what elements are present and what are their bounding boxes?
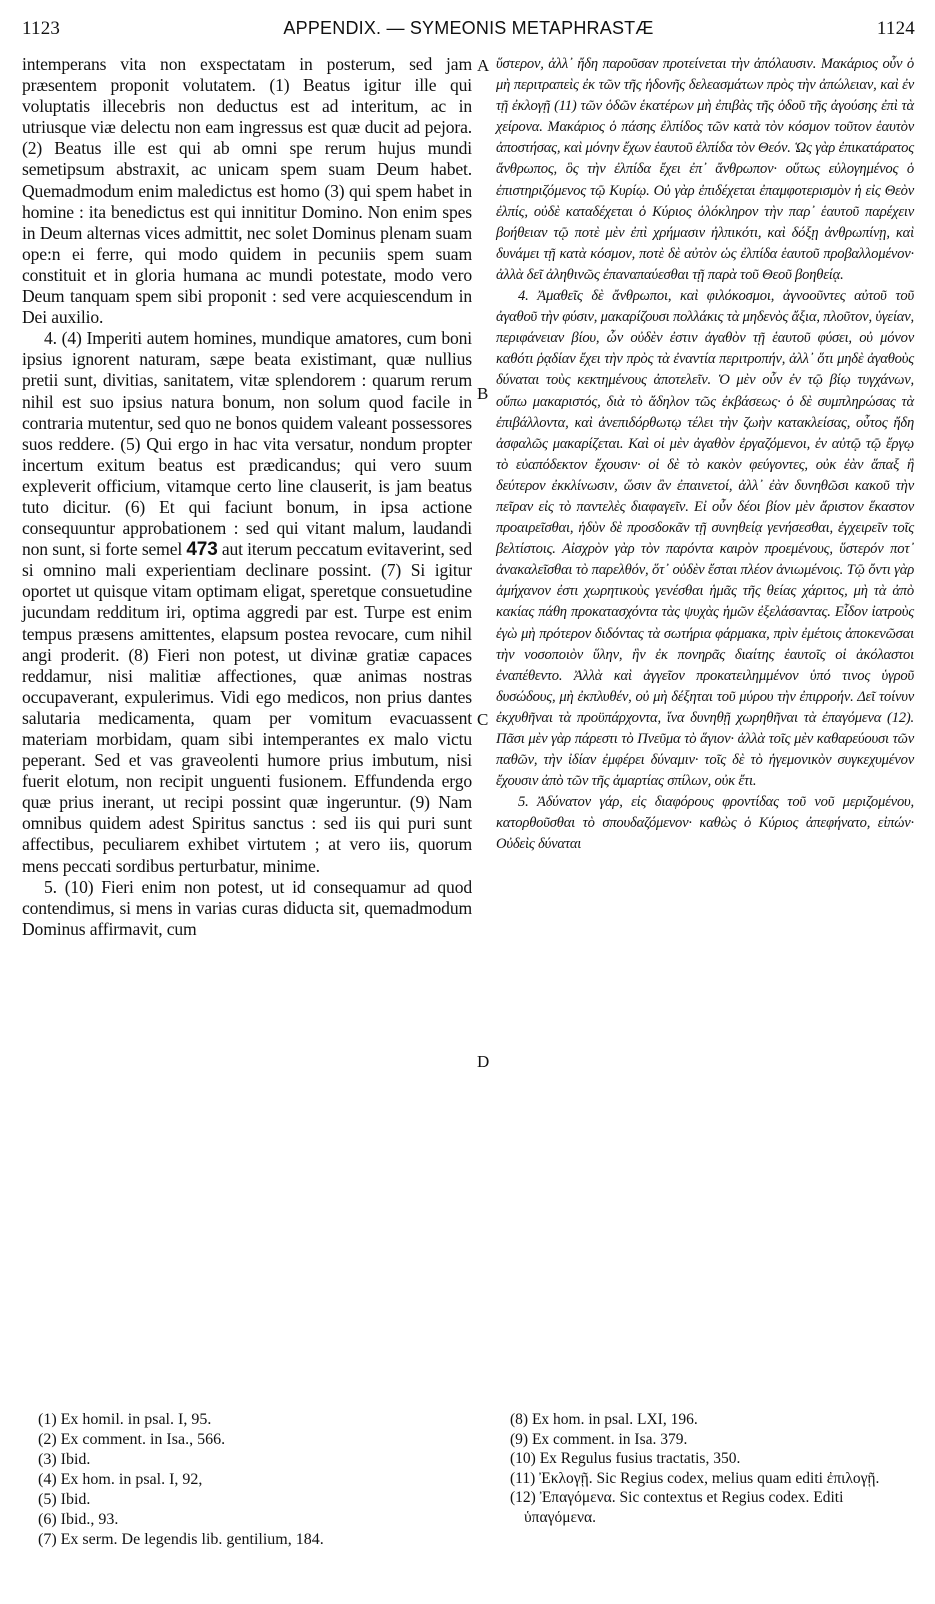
footnote: (2) Ex comment. in Isa., 566. xyxy=(38,1431,226,1448)
footnote: (8) Ex hom. in psal. LXI, 196. xyxy=(510,1411,698,1428)
latin-paragraph-2 xyxy=(22,328,472,876)
latin-column xyxy=(22,54,472,940)
column-marker-d: D xyxy=(477,1052,490,1071)
footnote: (11) Ἐκλογῇ. Sic Regius codex, melius quam editi ἐπιλογῇ. xyxy=(510,1469,880,1487)
running-header xyxy=(22,18,915,46)
left-page-number: 1123 xyxy=(22,18,61,39)
footnote: (7) Ex serm. De legendis lib. gentilium, 184. xyxy=(38,1531,324,1548)
latin-paragraph-1: intemperans vita non exspectatam in posterum, sed jam præsentem proponit volutatem. (1) Beatus igitur ille qui voluptatis illecebris non deductus est ad interitum, ac in utriusque viæ delectu non eam ingressus est quæ ducit ad pejora. (2) Beatus ille est qui ab omni spe rerum hujus mundi semetipsum abstraxit, ac unicam spem suam Deum habet. Quemadmodum enim maledictus est homo (3) qui spem habet in homine : ita benedictus est qui innititur Domino. Non enim spes in Deum alternas vices admittit, nec solet Dominus plenam suam ope:n ei ferre, qui modo quidem in pecuniis spem suam constituit et in gloria humana ac mundi potestate, modo vero Deum tanquam spem sibi proponit : sed vere acquiescendum in Dei auxilio. xyxy=(22,54,472,328)
latin-paragraph-2-continued: aut iterum peccatum evitaverint, sed si omnino mali experientiam declinare possint. (7) Si igitur oportet ut quisque vitam optimam eligat, speretque consuetudine jucundam redditum iri, optima aggredi par est. Turpe est enim tempus præsens amittentes, elapsum postea revocare, cum nihil angi proderit. (8) Fieri non potest, ut divinæ gratiæ capaces reddamur, nisi malitiæ affectiones, quæ animas nostras occupaverant, expulerimus. Vidi ego medicos, non prius dantes salutaria medicamenta, quam per vomitum evacuassent materiam morbidam, quam sibi intemperantes ex malo victu peperant. Sed et vas graveolenti humore prius imbutum, nisi fuerit elotum, non recipit unguenti fusionem. Effundenda ergo quæ prius inerant, ut recipi possint quæ ingeruntur. (9) Nam omnibus quidem adest Spiritus sanctus : sed iis qui puri sunt affectibus, peculiarem exhibet virtutem ; at vero iis, quorum mens peccati sordibus perturbatur, minime. xyxy=(22,539,472,876)
footnote: (4) Ex hom. in psal. I, 92, xyxy=(38,1471,203,1488)
running-title: APPENDIX. — SYMEONIS METAPHRASTÆ xyxy=(283,18,654,38)
latin-paragraph-3: 5. (10) Fieri enim non potest, ut id consequamur ad quod contendimus, si mens in varias curas diducta sit, quemadmodum Dominus affirmavit, cum xyxy=(22,876,472,939)
footnote: (5) Ibid. xyxy=(38,1491,91,1508)
greek-paragraph-2: 4. Ἀμαθεῖς δὲ ἄνθρωποι, καὶ φιλόκοσμοι, ἀγνοοῦντες αὐτοῦ τοῦ ἀγαθοῦ τὴν φύσιν, μακαρίζουσι πολλάκις τὰ μηδενὸς ἄξια, πλοῦτον, ὑγείαν, περιφάνειαν βίου, ὧν οὐδὲν ἐστιν ἀγαθὸν τῇ ἑαυτοῦ φύσει, οὐ μόνον καθότι ῥᾳδίαν ἔχει τὴν πρὸς τὰ ἐναντία περιτροπήν, ἀλλ᾽ ὅτι μηδὲ ἀγαθοὺς δύναται τοὺς κεκτημένους ἀποτελεῖν. Ὁ μὲν οὖν ἐν τῷ βίῳ τυγχάνων, οὔπω μακαριστός, διὰ τὸ ἄδηλον τῶς ἐκβάσεως· ὁ δὲ συμπληρώσας τὰ ἐπιβάλλοντα, καὶ ἀνεπιδόρθωτῳ τέλει τὴν ζωὴν κατακλείσας, οὗτος ἤδη ἀσφαλῶς μακαρίζεται. Καὶ οἱ μὲν ἀγαθὸν ἐργαζόμενοι, ἐν αὐτῷ τῷ ἔργῳ τὸ εὐαπόδεκτον ἔχουσιν· οἱ δὲ τὸ κακὸν φεύγοντες, οὐκ ἐὰν ἅπαξ ἢ δεύτερον ἐκκλίνωσιν, ὥσιν ἂν ἐπαινετοί, ἀλλ᾽ ἐὰν δυνηθῶσι κακοῦ τὴν πεῖραν εἰς τὸ παντελὲς διαφαγεῖν. Εἰ οὖν δέοι βίον μὲν ἄριστον ἕκαστον προαιρεῖσθαι, ἡδὺν δὲ προσδοκᾶν τῇ συνηθείᾳ γενήσεσθαι, ἐγχειρεῖν τοῖς βελτίστοις. Αἰσχρὸν γὰρ τὸν παρόντα καιρὸν προεμένους, ὕστερόν ποτ᾽ ἀνακαλεῖσθαι τὸ παρελθόν, ὅτ᾽ οὐδὲν ἔσται πλέον ἀνιωμένοις. Τῷ ὄντι γὰρ ἀμήχανον ἐστι χωρητικοὺς γενέσθαι ἡμᾶς τῆς θείας χάριτος, μὴ τὰ ἀπὸ κακίας πάθη προκατασχόντα τὰς ψυχὰς ἡμῶν ἐξελάσαντας. Εἶδον ἰατροὺς ἐγὼ μὴ πρότερον διδόντας τὰ σωτήρια φάρμακα, πρὶν ἐμέτοις ἀποκενῶσαι τὴν νοσοποιὸν ὕλην, ἣν ἐκ πονηρᾶς διαίτης ἑαυτοῖς οἱ ἀκόλαστοι ἐναπέθεντο. Ἀλλὰ καὶ ἀγγεῖον προκατειλημμένον ὑπό τινος ὑγροῦ δυσώδους, μὴ ἐκπλυθέν, οὐ μὴ δέξηται τοῦ μύρου τὴν ἐπιρροήν. Δεῖ τοίνυν ἐκχυθῆναι τὰ προϋπάρχοντα, ἵνα δυνηθῇ χωρηθῆναι τὰ ἐπαγόμενα (12). Πᾶσι μὲν γὰρ πάρεστι τὸ Πνεῦμα τὸ ἅγιον· ἀλλὰ τοῖς μὲν καθαρεύουσι τῶν παθῶν, τὴν ἰδίαν ἐμφέρει δύναμιν· τοῖς δὲ τὸ ἡγεμονικὸν συγκεχυμένον ἔχουσιν ἀπὸ τῶν τῆς ἁμαρτίας σπίλων, οὐκ ἔτι. xyxy=(496,288,914,790)
footnotes-left xyxy=(38,1410,468,1550)
column-marker-b: B xyxy=(477,384,489,403)
footnote: (3) Ibid. xyxy=(38,1451,91,1468)
footnote: (10) Ex Regulus fusius tractatis, 350. xyxy=(510,1450,741,1467)
margin-number: 473 xyxy=(186,539,218,561)
footnotes-right xyxy=(510,1410,915,1527)
footnote: (12) Ἐπαγόμενα. Sic contextus et Regius codex. Editi ὑπαγόμενα. xyxy=(510,1489,844,1526)
footnote: (9) Ex comment. in Isa. 379. xyxy=(510,1430,688,1448)
column-marker-a: A xyxy=(477,56,490,75)
column-marker-c: C xyxy=(477,710,489,729)
right-page-number: 1124 xyxy=(876,18,915,39)
footnote: (6) Ibid., 93. xyxy=(38,1511,119,1528)
footnote: (1) Ex homil. in psal. I, 95. xyxy=(38,1411,212,1428)
greek-column xyxy=(496,54,914,856)
greek-paragraph-1: ὕστερον, ἀλλ᾽ ἤδη παροῦσαν προτείνεται τὴν ἀπόλαυσιν. Μακάριος οὖν ὁ μὴ περιτραπεὶς ἐκ τῶν τῆς ἡδονῆς δελεασμάτων πρὸς τὴν ἀπώλειαν, καὶ ἐν τῇ ἐκλογῇ (11) τῶν ὁδῶν ἑκατέρων μὴ ἐπιβὰς τῆς ὁδοῦ τῆς ἀγούσης ἐπὶ τὰ χείρονα. Μακάριος ὁ πάσης ἐλπίδος τῶν κατὰ τὸν κόσμον τοῦτον ἑαυτὸν ἀποστήσας, καὶ μόνην ἔχων ἑαυτοῦ ἐλπίδα τὸν Θεόν. Ὡς γὰρ ἐπικατάρατος ἄνθρωπος, ὃς τὴν ἐλπίδα ἔχει ἐπ᾽ ἄνθρωπον· οὕτως εὐλογημένος ὁ ἐπιστηριζόμενος τῷ Κυρίῳ. Οὐ γὰρ ἐπιδέχεται ἐπαμφοτερισμὸν ἡ εἰς Θεὸν ἐλπίς, οὐδὲ καταδέχεται ὁ Κύριος ὁλόκληρον τὴν παρ᾽ ἑαυτοῦ παρέχειν βοήθειαν τῷ ποτὲ μὲν ἐπὶ χρήμασιν ἠλπικότι, καὶ δόξῃ ἀνθρωπίνῃ, καὶ δυνάμει τῇ κατὰ κόσμον, ποτὲ δὲ αὐτὸν ὡς ἐλπίδα ἑαυτοῦ προβαλλομένον· ἀλλὰ δεῖ ἀληθινῶς ἐπαναπαύεσθαι τῇ παρὰ τοῦ Θεοῦ βοηθείᾳ. xyxy=(496,56,914,283)
greek-paragraph-3: 5. Ἀδύνατον γάρ, εἰς διαφόρους φροντίδας τοῦ νοῦ μεριζομένου, κατορθοῦσθαι τὸ σπουδαζόμενον· καθὼς ὁ Κύριος ἀπεφήνατο, εἰπών· Οὐδεὶς δύναται xyxy=(496,794,914,853)
latin-paragraph-2-text: 4. (4) Imperiti autem homines, mundique amatores, cum boni ipsius ignorent naturam, sæpe beata existimant, quæ nullius pretii sunt, divitias, sanitatem, vitæ splendorem : quarum rerum nihil est suo ipsius natura bonum, non solum quod facile in contraria mutentur, sed quo ne bonos quidem valeant possessores suos reddere. (5) Qui ergo in hac vita versatur, nondum propter incertum exitum beatus est prædicandus; qui vero suum expleverit officium, vitamque certo line clauserit, is jam beatus tuto dicitur. (6) Et qui faciunt bonum, in ipsa actione consequuntur approbationem : sed qui vitant malum, laudandi non sunt, si forte semel xyxy=(22,328,472,560)
